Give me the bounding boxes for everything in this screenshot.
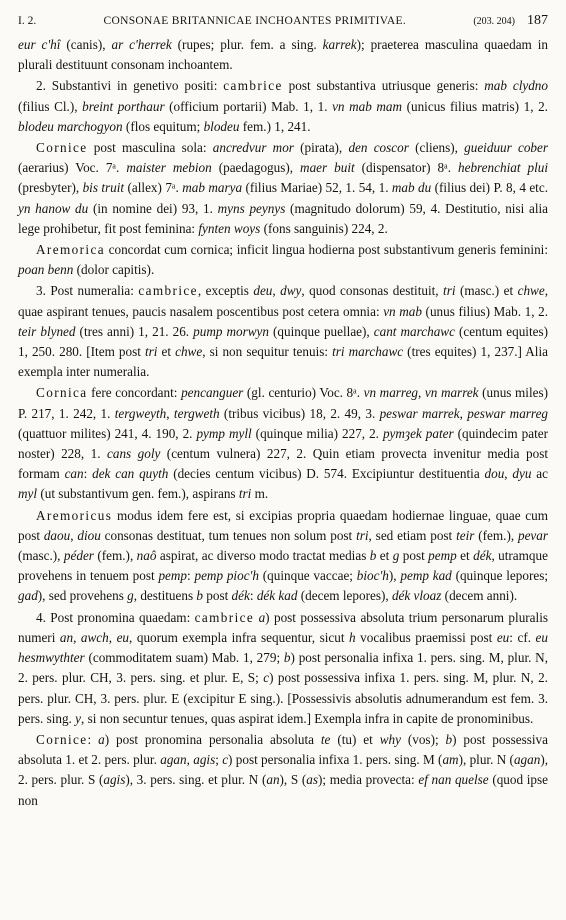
italic-term: blodeu marchogyon: [18, 118, 123, 134]
italic-term: awch: [80, 629, 109, 645]
text-run: fem.) 1, 241.: [239, 118, 311, 134]
text-run: ), 3. pers. sing. et plur. N (: [125, 772, 267, 788]
text-run: , exceptis: [197, 283, 254, 299]
text-run: (filius Mariae) 52, 1. 54, 1.: [242, 180, 392, 196]
text-run: (decem lepores),: [297, 588, 392, 604]
text-run: ,: [459, 405, 468, 421]
italic-term: breint porthaur: [82, 98, 165, 114]
italic-term: can: [64, 466, 84, 482]
italic-term: péder: [63, 548, 94, 564]
text-run: (masc.),: [18, 548, 64, 564]
paragraph: [18, 138, 548, 239]
italic-term: peswar marrek: [379, 405, 460, 421]
text-run: (centum equites) 1, 250. 280. [Item post: [18, 323, 549, 360]
italic-term: h: [349, 629, 356, 645]
text-run: ) post possessiva absoluta trium personarum pluralis numeri: [18, 609, 548, 645]
text-run: (decem anni).: [441, 588, 518, 604]
text-run: (ut substantivum gen. fem.), aspirans: [37, 486, 239, 502]
text-run: , si non sequitur tenuis:: [202, 344, 333, 360]
italic-term: an: [59, 629, 74, 645]
text-run: ac: [531, 466, 548, 482]
spaced-term: Cornica: [36, 385, 88, 401]
text-run: ) post possessiva absoluta 1. et 2. pers. plur.: [18, 731, 548, 768]
text-run: post: [202, 588, 232, 604]
italic-term: eu: [496, 629, 510, 645]
text-run: et: [376, 548, 393, 564]
text-run: ) post personalia infixa 1. pers. sing. M (: [228, 752, 443, 768]
italic-term: hebrenchiat plui: [458, 160, 549, 176]
italic-term: dék vloaz: [391, 588, 442, 604]
italic-term: tri: [144, 344, 158, 360]
text-run: ), sed provehens: [37, 588, 128, 604]
text-run: 4. Post pronomina quaedam:: [36, 609, 195, 625]
italic-term: teir blyned: [18, 323, 76, 339]
text-run: (fons sanguinis) 224, 2.: [260, 220, 388, 236]
chapter-number: I. 2.: [18, 15, 37, 27]
italic-term: naô: [136, 548, 157, 564]
italic-term: eur c'hî: [18, 37, 61, 52]
text-run: post: [399, 548, 429, 564]
italic-term: vn mab: [383, 303, 422, 319]
italic-term: gueiduur cober: [464, 140, 548, 156]
italic-term: pymȝek pater: [382, 425, 454, 441]
italic-term: dék: [473, 548, 492, 564]
text-run: ,: [70, 527, 78, 543]
italic-term: vn marrek: [424, 385, 479, 401]
italic-term: diou: [77, 527, 101, 543]
italic-term: myl: [18, 486, 38, 502]
page-number: 187: [527, 13, 548, 28]
text-run: (gl. centurio) Voc. 8ᵃ.: [243, 385, 364, 401]
text-run: , si non secuntur tenues, quas aspirat idem.] Exempla infra in capite de pronominibus.: [81, 710, 534, 726]
italic-term: dek can quyth: [92, 466, 169, 482]
italic-term: a: [98, 731, 105, 747]
italic-term: tergweyth: [114, 405, 167, 421]
text-run: (quod ipse non: [18, 772, 548, 808]
paragraph: [18, 240, 548, 280]
text-run: ,: [418, 385, 425, 401]
text-run: ), plur. N (: [458, 752, 514, 768]
text-run: (decies centum vicibus) D. 574. Excipiuntur destituentia: [168, 466, 485, 482]
spaced-term: cambrice: [223, 78, 283, 94]
italic-term: g: [127, 588, 134, 604]
text-run: , destituens: [133, 588, 197, 604]
text-run: ) post pronomina personalia absoluta: [104, 731, 321, 747]
italic-term: mab clydno: [484, 78, 548, 94]
text-run: (magnitudo dolorum) 59, 4. Destitutio, nisi alia lege prohibetur, fit post feminina:: [18, 200, 549, 236]
running-title: CONSONAE BRITANNICAE INCHOANTES PRIMITIVAE.: [103, 15, 406, 27]
italic-term: bis truit: [82, 180, 125, 196]
italic-term: g: [392, 548, 400, 564]
text-run: : cf.: [509, 629, 536, 645]
text-run: consonas destituat, tum tenues non solum post: [100, 527, 357, 543]
italic-term: eu: [116, 629, 130, 645]
italic-term: pump morwyn: [193, 323, 269, 339]
italic-term: b: [283, 650, 291, 666]
text-run: ,: [73, 629, 81, 645]
spaced-term: Cornice: [36, 731, 88, 747]
text-run: :: [249, 588, 257, 604]
text-run: (canis),: [60, 37, 112, 52]
italic-term: maer buit: [300, 160, 355, 176]
italic-term: ar c'herrek: [111, 37, 172, 52]
text-run: ), S (: [279, 772, 307, 788]
italic-term: fynten woys: [198, 220, 261, 236]
text-run: (quinque milia) 227, 2.: [251, 425, 383, 441]
text-run: (tres anni) 1, 21. 26.: [75, 323, 194, 339]
text-run: (quinque lepores;: [451, 568, 548, 584]
text-run: , quod consonas destituit,: [301, 283, 444, 299]
text-run: , quae aspirant tenues, paucis nasalem poscentibus post cetera omnia:: [18, 283, 548, 319]
text-run: aspirat, ac diverso modo tractat medias: [156, 548, 370, 564]
text-run: (unus filius) Mab. 1, 2.: [421, 303, 548, 319]
text-run: (fem.),: [474, 527, 518, 543]
text-run: (quattuor milites) 241, 4. 190, 2.: [18, 425, 197, 441]
spaced-term: cambrice: [138, 283, 198, 299]
text-run: (commoditatem suam) Mab. 1, 279;: [84, 650, 284, 666]
spaced-term: cambrice: [194, 609, 255, 625]
italic-term: dék: [231, 588, 250, 604]
text-run: post substantiva utriusque generis:: [282, 78, 485, 94]
italic-term: tri: [238, 486, 252, 502]
text-run: (quinque vaccae;: [258, 568, 357, 584]
italic-term: dwy: [280, 283, 302, 299]
text-run: (cliens),: [408, 140, 465, 156]
text-run: , sed etiam post: [368, 527, 457, 543]
italic-term: maister mebion: [126, 160, 212, 176]
text-run: (officium portarii) Mab. 1, 1.: [164, 98, 333, 114]
italic-term: ancredvur mor: [212, 140, 294, 156]
text-run: (dolor capitis).: [73, 262, 155, 278]
italic-term: blodeu: [203, 118, 240, 134]
italic-term: vn mab mam: [332, 98, 403, 114]
text-run: 2. Substantivi in genetivo positi:: [36, 78, 224, 94]
text-run: m.: [251, 486, 269, 502]
italic-term: vn marreg: [363, 385, 419, 401]
italic-term: pencanguer: [181, 385, 244, 401]
paragraph: [18, 730, 548, 811]
text-run: (masc.) et: [455, 283, 518, 299]
paragraph: [18, 76, 548, 137]
text-run: vocalibus praemissi post: [355, 629, 497, 645]
italic-term: am: [442, 752, 459, 768]
italic-term: dou: [484, 466, 505, 482]
text-run: , quorum exempla infra sequentur, sicut: [129, 629, 350, 645]
running-head: [18, 10, 548, 33]
italic-term: as: [306, 772, 319, 788]
text-run: fere concordant:: [87, 385, 182, 401]
italic-term: b: [196, 588, 203, 604]
italic-term: agis: [193, 752, 216, 768]
text-run: ) post personalia infixa 1. pers. sing. M, plur. N, 2. pers. plur. CH, 3. pers. sing. et plur. E, S;: [18, 650, 549, 686]
text-run: 3. Post numeralia:: [36, 283, 139, 299]
italic-term: gad: [18, 588, 38, 604]
italic-term: ef nan quelse: [418, 772, 489, 788]
text-run: (in nomine dei) 93, 1.: [88, 200, 218, 216]
text-run: (tribus vicibus) 18, 2. 49, 3.: [219, 405, 380, 421]
italic-term: mab du: [391, 180, 432, 196]
text-run: (filius dei) P. 8, 4 etc.: [431, 180, 548, 196]
italic-term: pymp myll: [196, 425, 252, 441]
italic-term: cans goly: [107, 446, 161, 462]
text-run: et: [157, 344, 176, 360]
spaced-term: Aremorica: [36, 242, 105, 258]
paragraph: [18, 383, 548, 504]
paragraph: [18, 35, 548, 75]
text-run: (pirata),: [293, 140, 349, 156]
italic-term: pemp pioc'h: [194, 568, 259, 584]
italic-term: agan: [160, 752, 187, 768]
text-run: (filius Cl.),: [18, 98, 83, 114]
text-run: (rupes; plur. fem. a sing.: [171, 37, 323, 52]
italic-term: mab marya: [182, 180, 243, 196]
spaced-term: Aremoricus: [36, 507, 113, 523]
spaced-term: Cornice: [36, 140, 88, 156]
text-run: ) post possessiva infixa 1. pers. sing. M, plur. N, 2. pers. plur. CH, 3. pers. plur. E (excipitur E sing.). [Possessivis absolutis adnumerandum est fem. 3. pers. sing.: [18, 670, 548, 726]
text-run: (fem.),: [93, 548, 137, 564]
text-run: ); praeterea masculina quaedam in plurali destituunt consonam inchoantem.: [18, 37, 548, 73]
text-run: (centum vulnera) 227, 2. Quin etiam provecta invenitur media post formam: [18, 446, 548, 482]
italic-term: why: [379, 731, 401, 747]
text-run: , utramque provehens in tenuem post: [18, 548, 548, 584]
text-run: (tres equites) 1, 237.] Alia exempla inter numeralia.: [18, 344, 548, 380]
italic-term: y: [75, 710, 82, 726]
italic-term: tri marchawc: [332, 344, 404, 360]
italic-term: pemp: [158, 568, 188, 584]
text-run: ); media provecta:: [318, 772, 419, 788]
italic-term: deu: [253, 283, 273, 299]
text-run: (quindecim pater noster) 228, 1.: [18, 425, 548, 462]
paragraph: [18, 608, 548, 729]
italic-term: a: [258, 609, 266, 625]
text-run: modus idem fere est, si excipias propria quaedam hodiernae linguae, quae cum post: [18, 507, 548, 543]
italic-term: cant marchawc: [373, 323, 455, 339]
italic-term: c: [263, 670, 270, 686]
text-run: (tu) et: [330, 731, 380, 747]
section-numbers: (203. 204): [473, 16, 515, 27]
italic-term: te: [320, 731, 331, 747]
italic-term: chwe: [517, 283, 545, 299]
text-run: (dispensator) 8ᵃ.: [354, 160, 458, 176]
text-run: ,: [108, 629, 117, 645]
text-run: ,: [272, 283, 281, 299]
text-run: post masculina sola:: [87, 140, 213, 156]
text-run: (vos);: [400, 731, 446, 747]
text-run: ,: [186, 752, 194, 768]
italic-term: myns peynys: [217, 200, 286, 216]
text-run: (quinque puellae),: [269, 323, 374, 339]
italic-term: poan benn: [18, 262, 74, 278]
italic-term: chwe: [175, 344, 203, 360]
italic-term: karrek: [322, 37, 357, 52]
italic-term: dyu: [512, 466, 532, 482]
italic-term: pemp kad: [400, 568, 452, 584]
text-run: (presbyter),: [18, 180, 83, 196]
italic-term: daou: [43, 527, 71, 543]
text-run: (unus miles) P. 217, 1. 242, 1.: [18, 385, 548, 421]
italic-term: dék kad: [256, 588, 298, 604]
text-run: ,: [504, 466, 513, 482]
text-run: (aerarius) Voc. 7ᵃ.: [18, 160, 127, 176]
text-run: (allex) 7ᵃ.: [124, 180, 183, 196]
text-run: (unicus filius matris) 1, 2.: [402, 98, 548, 114]
italic-term: tri: [356, 527, 369, 543]
italic-term: bioc'h: [356, 568, 389, 584]
italic-term: b: [445, 731, 453, 747]
text-run: :: [87, 731, 99, 747]
page-body: [18, 35, 548, 811]
italic-term: an: [266, 772, 280, 788]
text-run: ),: [388, 568, 401, 584]
text-run: concordat cum cornica; inficit lingua hodierna post substantivum generis feminini:: [104, 242, 548, 258]
paragraph: [18, 281, 548, 382]
italic-term: agis: [103, 772, 126, 788]
text-run: et: [456, 548, 474, 564]
italic-term: pevar: [517, 527, 549, 543]
italic-term: agan: [513, 752, 541, 768]
text-run: ), 2. pers. plur. S (: [18, 752, 549, 788]
italic-term: yn hanow du: [18, 200, 89, 216]
text-run: (flos equitum;: [122, 118, 204, 134]
italic-term: peswar marreg: [467, 405, 549, 421]
italic-term: pemp: [428, 548, 457, 564]
italic-term: tri: [443, 283, 456, 299]
text-run: ;: [215, 752, 223, 768]
text-run: :: [187, 568, 195, 584]
text-run: :: [83, 466, 93, 482]
text-run: ,: [166, 405, 174, 421]
italic-term: tergweth: [173, 405, 220, 421]
italic-term: teir: [456, 527, 475, 543]
italic-term: b: [369, 548, 377, 564]
italic-term: den coscor: [348, 140, 409, 156]
italic-term: c: [222, 752, 229, 768]
text-run: (paedagogus),: [211, 160, 301, 176]
paragraph: [18, 506, 548, 607]
italic-term: eu hesmwythter: [18, 629, 548, 666]
